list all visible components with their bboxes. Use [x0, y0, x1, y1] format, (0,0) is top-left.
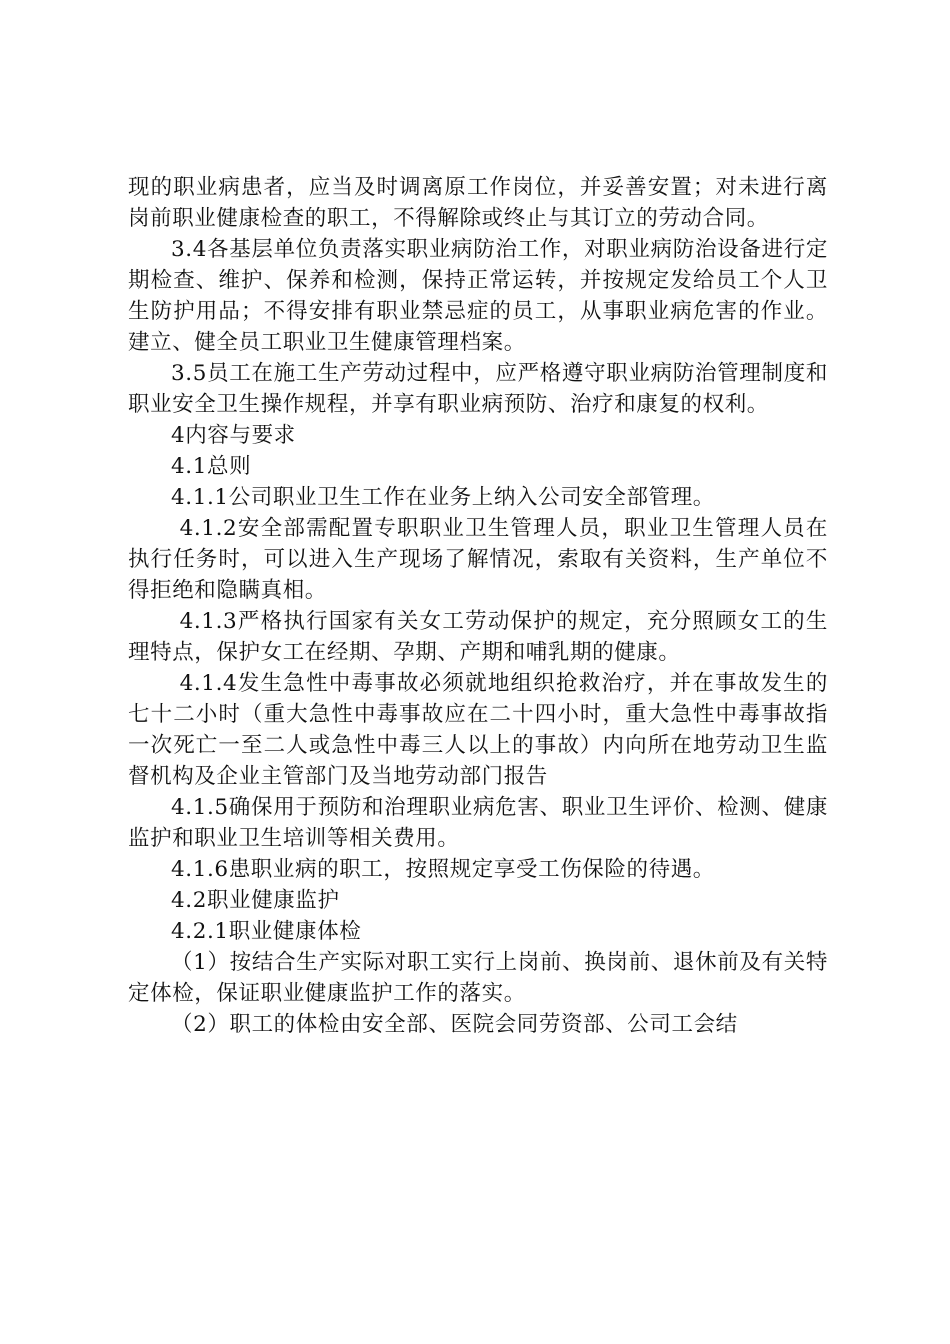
- list-item-2: （2）职工的体检由安全部、医院会同劳资部、公司工会结: [171, 1012, 738, 1037]
- document-page: [128, 172, 828, 1040]
- paragraph-4-1-6: 4.1.6患职业病的职工，按照规定享受工伤保险的待遇。: [171, 857, 715, 882]
- paragraph-3-5: 3.5员工在施工生产劳动过程中，应严格遵守职业病防治管理制度和职业安全卫生操作规程，并享有职业病预防、治疗和康复的权利。: [128, 361, 828, 417]
- paragraph-continuation: 现的职业病患者，应当及时调离原工作岗位，并妥善安置；对未进行离岗前职业健康检查的职工，不得解除或终止与其订立的劳动合同。: [128, 175, 828, 231]
- list-item-1: （1）按结合生产实际对职工实行上岗前、换岗前、退休前及有关特定体检，保证职业健康监护工作的落实。: [128, 950, 828, 1006]
- heading-4-2: 4.2职业健康监护: [171, 888, 340, 913]
- paragraph-4-1-5: 4.1.5确保用于预防和治理职业病危害、职业卫生评价、检测、健康监护和职业卫生培训等相关费用。: [128, 795, 828, 851]
- paragraph-4-1-4: 4.1.4发生急性中毒事故必须就地组织抢救治疗，并在事故发生的七十二小时（重大急性中毒事故应在二十四小时，重大急性中毒事故指一次死亡一至二人或急性中毒三人以上的事故）内向所在地劳动卫生监督机构及企业主管部门及当地劳动部门报告: [128, 671, 828, 789]
- paragraph-4-1-2: 4.1.2安全部需配置专职职业卫生管理人员，职业卫生管理人员在执行任务时，可以进入生产现场了解情况，索取有关资料，生产单位不得拒绝和隐瞒真相。: [128, 516, 828, 603]
- heading-4-2-1: 4.2.1职业健康体检: [171, 919, 362, 944]
- paragraph-4-1-1: 4.1.1公司职业卫生工作在业务上纳入公司安全部管理。: [171, 485, 715, 510]
- heading-4: 4内容与要求: [171, 423, 296, 448]
- paragraph-3-4: 3.4各基层单位负责落实职业病防治工作，对职业病防治设备进行定期检查、维护、保养和检测，保持正常运转，并按规定发给员工个人卫生防护用品；不得安排有职业禁忌症的员工，从事职业病危害的作业。建立、健全员工职业卫生健康管理档案。: [128, 237, 828, 355]
- paragraph-4-1-3: 4.1.3严格执行国家有关女工劳动保护的规定，充分照顾女工的生理特点，保护女工在经期、孕期、产期和哺乳期的健康。: [128, 609, 828, 665]
- heading-4-1: 4.1总则: [171, 454, 252, 479]
